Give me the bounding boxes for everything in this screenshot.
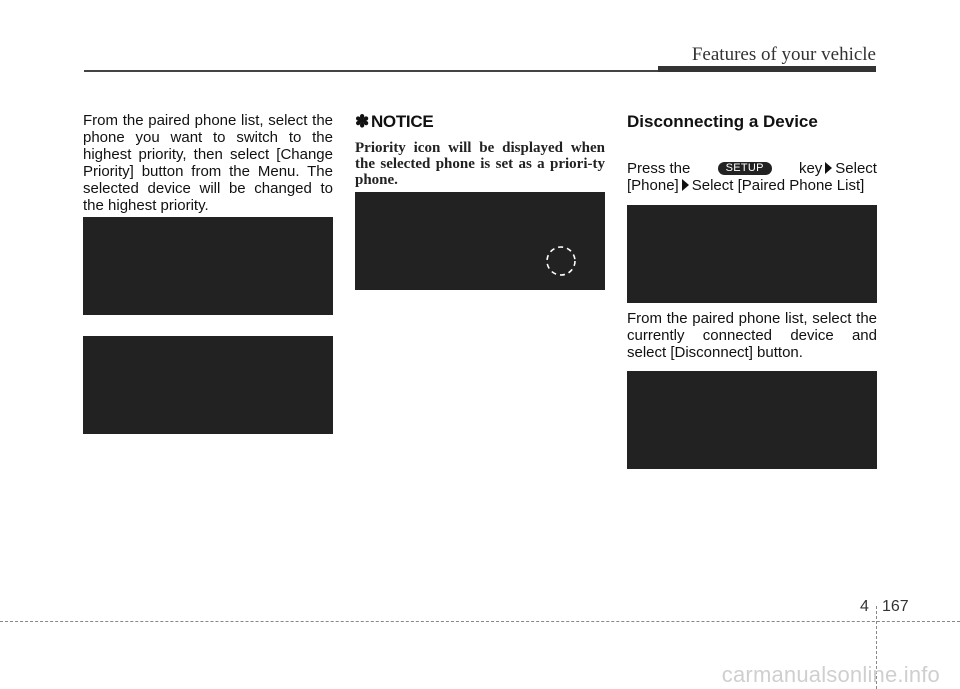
section-heading-disconnect: Disconnecting a Device	[627, 112, 818, 131]
page-number: 167	[882, 598, 909, 615]
watermark: carmanualsonline.info	[721, 662, 940, 687]
screen-image-paired-list	[83, 217, 333, 315]
disconnect-instructions: From the paired phone list, select the currently connected device and select [Disconnect] button.	[627, 310, 877, 361]
footer-rule	[0, 621, 960, 622]
chapter-number: 4	[860, 598, 869, 615]
screen-image-change-priority	[83, 336, 333, 434]
paired-list-step: Select [Paired Phone List]	[691, 177, 865, 194]
arrow-right-icon	[825, 162, 832, 174]
priority-icon-highlight	[355, 192, 605, 290]
setup-key-badge: SETUP	[718, 162, 772, 175]
notice-title: NOTICE	[370, 112, 434, 131]
screen-image-paired-phone-list	[627, 205, 877, 303]
column-left	[83, 112, 333, 214]
screen-image-disconnect	[627, 371, 877, 469]
setup-instruction-line	[627, 160, 877, 177]
column-middle	[355, 112, 605, 188]
press-word: Press the	[627, 160, 691, 177]
phone-menu-item: [Phone]	[627, 177, 679, 194]
arrow-right-icon	[682, 179, 689, 191]
notice-text: Priority icon will be displayed when the selected phone is set as a priori-ty phone.	[355, 140, 605, 188]
change-priority-instructions: From the paired phone list, select the phone you want to switch to the highest priority, then select [Change Priority] button from the Menu. The selected device will be changed to the highest priority.	[83, 112, 333, 214]
page-section-title: Features of your vehicle	[691, 44, 876, 65]
screen-image-priority-icon	[355, 192, 605, 290]
header-rule-accent	[658, 66, 876, 72]
notice-mark-icon: ✽	[355, 112, 369, 131]
column-right	[627, 112, 877, 194]
setup-instruction-line2	[627, 177, 877, 194]
disconnect-instructions-block	[627, 310, 877, 361]
select-path-step1: key Select	[798, 160, 877, 177]
notice-heading	[355, 112, 605, 132]
